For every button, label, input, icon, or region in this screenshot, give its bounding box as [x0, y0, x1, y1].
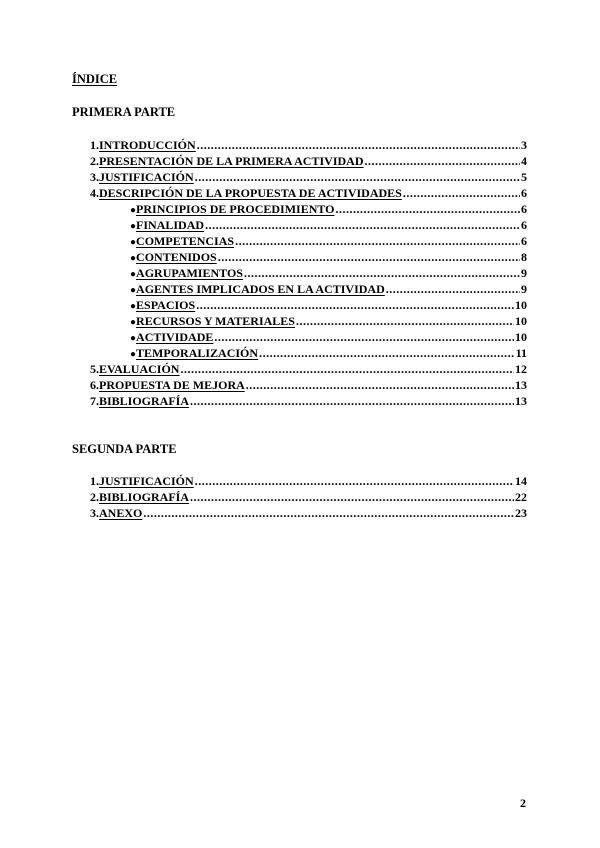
- index-title: ÍNDICE: [72, 72, 118, 86]
- toc-entry-page: 13: [515, 394, 527, 408]
- toc-subentry-page: 10: [515, 314, 527, 328]
- part1-title: PRIMERA PARTE: [72, 105, 176, 119]
- toc-subentry: [130, 314, 527, 328]
- toc-subentry: [130, 266, 527, 280]
- bullet-icon: ●: [130, 205, 137, 216]
- bullet-icon: ●: [130, 253, 137, 264]
- toc-entry-label: PROPUESTA DE MEJORA: [99, 378, 245, 392]
- toc-entry-page: 14: [515, 474, 527, 488]
- toc-subentry-page: 9: [521, 282, 527, 296]
- toc-subentry-page: 8: [521, 250, 527, 264]
- toc-entry-page: 5: [521, 170, 527, 184]
- toc-entry-label: BIBLIOGRAFÍA: [99, 394, 190, 408]
- bullet-icon: ●: [130, 333, 137, 344]
- toc-subentry-label: PRINCIPIOS DE PROCEDIMIENTO: [136, 202, 335, 216]
- toc-subentry-label: AGENTES IMPLICADOS EN LA ACTIVIDAD: [136, 282, 385, 296]
- toc-entry: 6. PROPUESTA DE MEJORA ..... 13: [90, 378, 527, 392]
- toc-entry-label: DESCRIPCIÓN DE LA PROPUESTA DE ACTIVIDADES: [99, 186, 402, 200]
- toc-entry: 2. BIBLIOGRAFÍA ..... 22: [90, 490, 527, 504]
- bullet-icon: ●: [130, 317, 137, 328]
- toc-subentry-page: 9: [521, 266, 527, 280]
- toc-subentry-label: ESPACIOS: [136, 298, 196, 312]
- toc-entry-label: EVALUACIÓN: [99, 362, 180, 376]
- toc-entry: 5. EVALUACIÓN ..... 12: [90, 362, 527, 376]
- bullet-icon: ●: [130, 285, 137, 296]
- toc-subentry-page: 6: [521, 202, 527, 216]
- bullet-icon: ●: [130, 301, 137, 312]
- toc-entry-page: 4: [521, 154, 527, 168]
- toc-entry-page: 23: [515, 506, 527, 520]
- toc-subentry: [130, 250, 527, 264]
- toc-subentry-label: FINALIDAD: [136, 218, 205, 232]
- toc-entry-label: JUSTIFICACIÓN: [99, 474, 194, 488]
- toc-subentry-label: RECURSOS Y MATERIALES: [136, 314, 295, 328]
- toc-entry: 4. DESCRIPCIÓN DE LA PROPUESTA DE ACTIVIDADES ..... 6: [90, 186, 527, 200]
- toc-entry-page: 12: [515, 362, 527, 376]
- toc-subentry-label: CONTENIDOS: [136, 250, 217, 264]
- toc-subentry-label: ACTIVIDADE: [136, 330, 214, 344]
- toc-subentry: [130, 282, 527, 296]
- toc-subentry: [130, 234, 527, 248]
- toc-entry-page: 6: [521, 186, 527, 200]
- toc-entry: 2. PRESENTACIÓN DE LA PRIMERA ACTIVIDAD ..... 4: [90, 154, 527, 168]
- toc-entry-page: 3: [521, 138, 527, 152]
- toc-subentry-label: TEMPORALIZACIÓN: [136, 346, 259, 360]
- toc-subentry: [130, 218, 527, 232]
- page-number: 2: [520, 796, 526, 810]
- toc-entry-label: BIBLIOGRAFÍA: [99, 490, 190, 504]
- toc-subentry-page: 10: [515, 298, 527, 312]
- toc-entry-label: INTRODUCCIÓN: [99, 138, 196, 152]
- toc-entry-label: PRESENTACIÓN DE LA PRIMERA ACTIVIDAD: [99, 154, 364, 168]
- bullet-icon: ●: [130, 237, 137, 248]
- toc-entry: 1. JUSTIFICACIÓN ..... 14: [90, 474, 527, 488]
- part2-title: SEGUNDA PARTE: [72, 442, 177, 456]
- toc-entry: 1. INTRODUCCIÓN ..... 3: [90, 138, 527, 152]
- toc-entry: 3. JUSTIFICACIÓN ..... 5: [90, 170, 527, 184]
- toc-subentry: [130, 346, 527, 360]
- toc-subentry-page: 6: [521, 234, 527, 248]
- bullet-icon: ●: [130, 269, 137, 280]
- toc-entry: 3. ANEXO ..... 23: [90, 506, 527, 520]
- toc-entry-page: 13: [515, 378, 527, 392]
- toc-subentry: [130, 330, 527, 344]
- bullet-icon: ●: [130, 221, 137, 232]
- toc-subentry-page: 6: [521, 218, 527, 232]
- toc-subentry-page: 10: [515, 330, 527, 344]
- toc-subentry-page: 11: [515, 346, 527, 360]
- toc-entry-label: ANEXO: [99, 506, 143, 520]
- toc-entry-page: 22: [515, 490, 527, 504]
- toc-subentry-label: AGRUPAMIENTOS: [136, 266, 243, 280]
- toc-subentry: [130, 298, 527, 312]
- bullet-icon: ●: [130, 349, 137, 360]
- toc-subentry: [130, 202, 527, 216]
- toc-entry-label: JUSTIFICACIÓN: [99, 170, 194, 184]
- toc-subentry-label: COMPETENCIAS: [136, 234, 235, 248]
- toc-entry: 7. BIBLIOGRAFÍA ..... 13: [90, 394, 527, 408]
